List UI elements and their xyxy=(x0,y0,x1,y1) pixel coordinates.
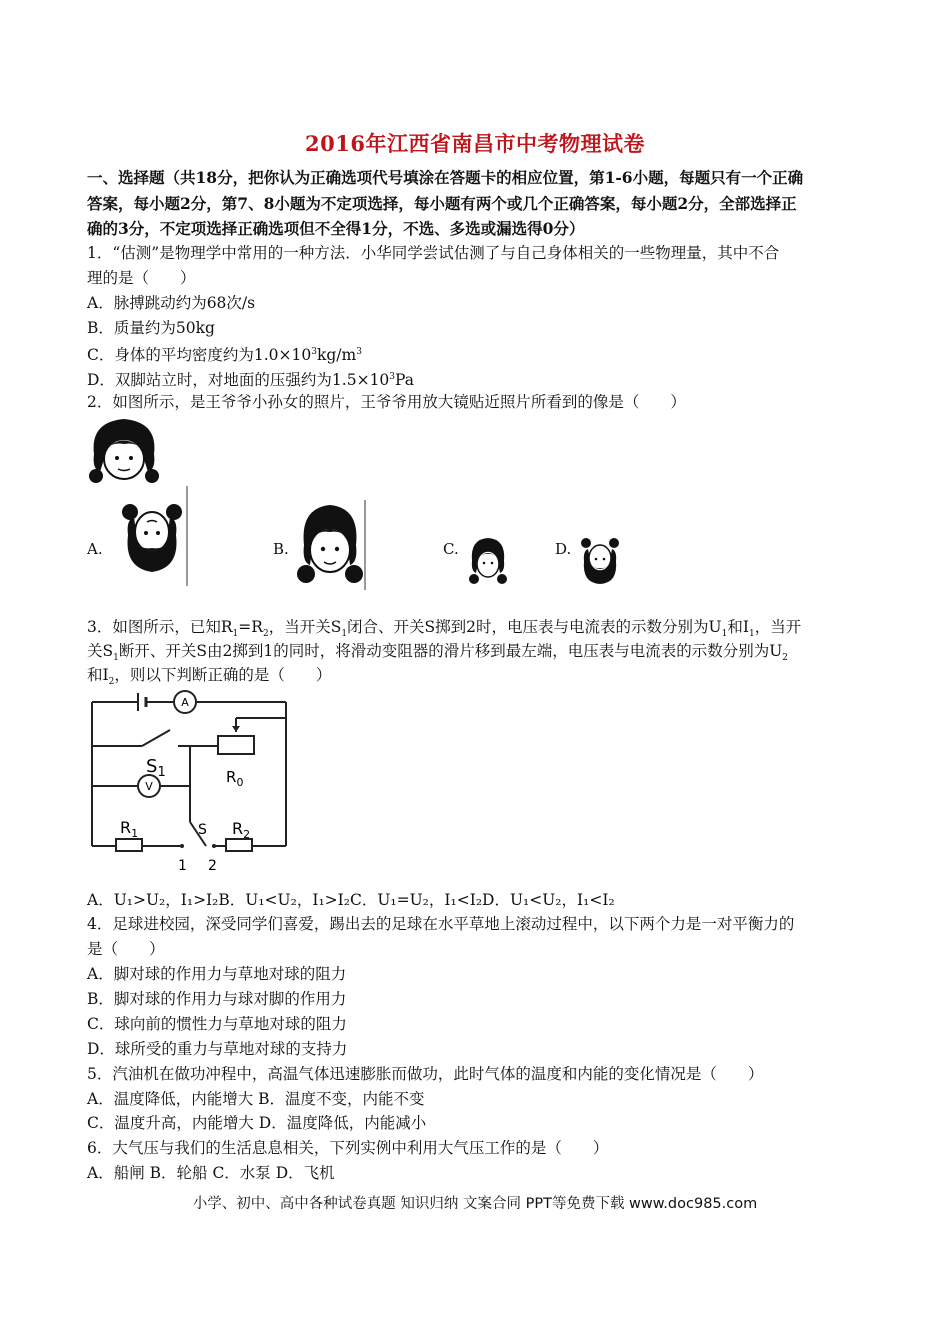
question-2-option-c-label: C. xyxy=(443,540,459,558)
question-2-option-d-label: D. xyxy=(555,540,572,558)
ammeter-label: A xyxy=(181,696,189,709)
page-title: 2016年江西省南昌市中考物理试卷 xyxy=(305,131,645,156)
question-1-stem: 1．“估测”是物理学中常用的一种方法．小华同学尝试估测了与自己身体相关的一些物理量，其中不合 xyxy=(87,244,780,262)
option-d-small-inverted-girl-icon xyxy=(580,535,620,587)
question-6-stem: 6．大气压与我们的生活息息相关，下列实例中利用大气压工作的是（ ） xyxy=(87,1139,609,1157)
terminal-2-label: 2 xyxy=(208,858,217,874)
question-1-option-b: B．质量约为50kg xyxy=(87,319,215,337)
question-5-stem: 5．汽油机在做功冲程中，高温气体迅速膨胀而做功，此时气体的温度和内能的变化情况是（ ） xyxy=(87,1065,764,1083)
question-5-options-ab: A．温度降低，内能增大 B．温度不变，内能不变 xyxy=(87,1090,425,1108)
option-c-small-girl-icon xyxy=(468,535,508,587)
question-2-option-b-label: B. xyxy=(273,540,289,558)
option-a-inverted-girl-icon xyxy=(118,486,190,586)
question-3-stem: 3．如图所示，已知$R_1=R_2$，当开关$S_1$闭合、开关S掷到2时，电压表与电流表的示数分别为$U_1$和$I_1$，当开 xyxy=(87,618,802,640)
question-4-option-b: B．脚对球的作用力与球对脚的作用力 xyxy=(87,990,347,1008)
question-1-option-c: C．身体的平均密度约为$1.0\times 10^3kg/m^3$ xyxy=(87,346,362,365)
circuit-diagram xyxy=(86,688,296,880)
question-4-stem: 是（ ） xyxy=(87,940,165,958)
question-3-stem: 关$S_1$断开、开关S由2掷到1的同时，将滑动变阻器的滑片移到最左端，电压表与电流表的示数分别为$U_2$ xyxy=(87,642,789,664)
question-5-options-cd: C．温度升高，内能增大 D．温度降低，内能减小 xyxy=(87,1114,427,1132)
page-footer: 小学、初中、高中各种试卷真题 知识归纳 文案合同 PPT等免费下载 www.doc985.com xyxy=(192,1196,758,1212)
s1-label: $S_1$ xyxy=(146,756,166,780)
section-heading-line: 答案，每小题2分，第7、8小题为不定项选择，每小题有两个或几个正确答案，每小题2分，全部选择正 xyxy=(87,194,797,213)
question-6-options: A．船闸 B．轮船 C．水泵 D．飞机 xyxy=(87,1164,335,1182)
r1-label: $R_1$ xyxy=(120,818,139,840)
question-4-stem: 4．足球进校园，深受同学们喜爱，踢出去的足球在水平草地上滚动过程中，以下两个力是一对平衡力的 xyxy=(87,915,795,933)
r0-label: $R_0$ xyxy=(226,768,244,789)
question-4-option-d: D．球所受的重力与草地对球的支持力 xyxy=(87,1040,348,1058)
question-2-stem: 2．如图所示，是王爷爷小孙女的照片，王爷爷用放大镜贴近照片所看到的像是（ ） xyxy=(87,393,686,411)
girl-photo-figure xyxy=(86,414,162,484)
switch-s-label: S xyxy=(198,822,207,838)
option-b-enlarged-girl-icon xyxy=(296,500,368,590)
section-heading-line: 一、选择题（共18分，把你认为正确选项代号填涂在答题卡的相应位置，第1-6小题，每题只有一个正确 xyxy=(87,168,804,187)
question-2-option-a-label: A. xyxy=(87,540,103,558)
question-4-option-c: C．球向前的惯性力与草地对球的阻力 xyxy=(87,1015,347,1033)
question-1-option-a: A．脉搏跳动约为68次/s xyxy=(87,294,256,312)
question-3-options: A．U₁>U₂，I₁>I₂B．U₁<U₂，I₁>I₂C．U₁=U₂，I₁<I₂D．U₁<U₂，I₁<I₂ xyxy=(87,891,615,909)
question-3-stem: 和$I_2$，则以下判断正确的是（ ） xyxy=(87,666,332,688)
r2-label: $R_2$ xyxy=(232,819,251,841)
section-heading-line: 确的3分，不定项选择正确选项但不全得1分，不选、多选或漏选得0分） xyxy=(87,219,585,238)
terminal-1-label: 1 xyxy=(178,858,187,874)
voltmeter-label: V xyxy=(145,780,153,793)
question-1-stem: 理的是（ ） xyxy=(87,269,196,287)
question-4-option-a: A．脚对球的作用力与草地对球的阻力 xyxy=(87,965,347,983)
question-1-option-d: D．双脚站立时，对地面的压强约为$1.5\times 10^3Pa$ xyxy=(87,371,415,390)
